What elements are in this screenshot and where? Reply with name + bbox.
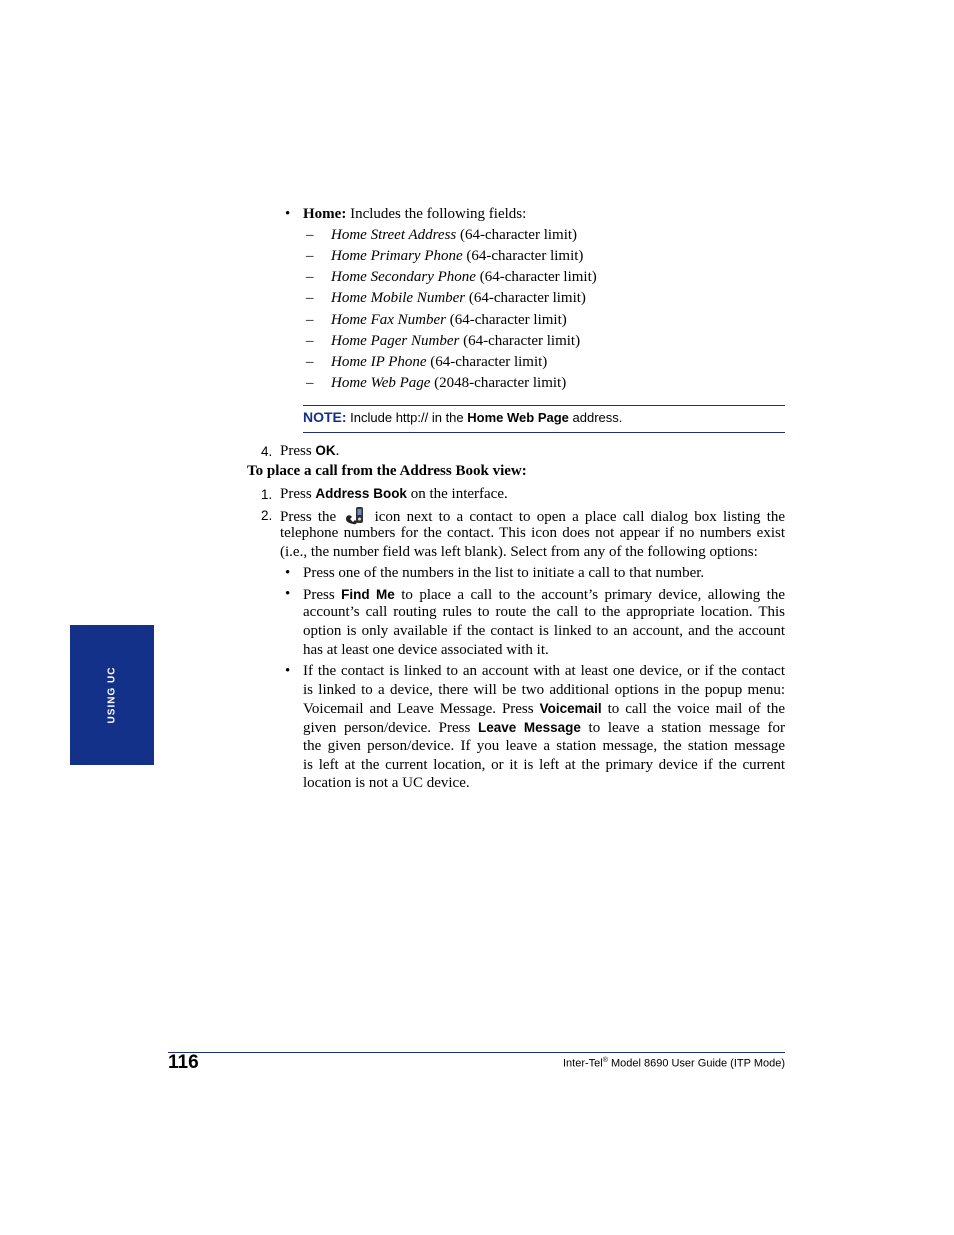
note-top-rule	[303, 405, 785, 406]
option-3-line: location is not a UC device.	[303, 775, 470, 791]
option-2-line: Press Find Me to place a call to the account’s primary device, allowing the	[303, 587, 786, 603]
footer-rule	[168, 1052, 785, 1053]
list-item: Home IP Phone (64-character limit)	[331, 354, 548, 370]
option-3-line: If the contact is linked to an account with at least one device, or if the contact	[303, 663, 785, 679]
home-label: Home:	[303, 206, 347, 222]
side-tab	[70, 625, 154, 765]
option-2-line: account’s call routing rules to route the call to the appropriate location. This	[303, 604, 785, 620]
home-intro: Home: Includes the following fields:	[303, 206, 527, 222]
step-4: Press OK.	[280, 443, 340, 459]
step-1: Press Address Book on the interface.	[280, 486, 508, 502]
step-2-line: (i.e., the number field was left blank). Select from any of the following options:	[280, 544, 758, 560]
option-1: Press one of the numbers in the list to initiate a call to that number.	[303, 565, 705, 581]
note-label: NOTE:	[303, 409, 347, 425]
step-2-line: telephone numbers for the contact. This icon does not appear if no numbers exist	[280, 525, 785, 541]
note-bottom-rule	[303, 432, 785, 433]
list-item: Home Street Address (64-character limit)	[331, 227, 578, 243]
list-item: Home Pager Number (64-character limit)	[331, 333, 581, 349]
option-3-line: given person/device. Press Leave Message to leave a station message for	[303, 720, 785, 736]
step-2-line: Press the icon next to a contact to open a place call dialog box listing the	[280, 505, 785, 527]
option-3-line: is left at the current location, or it is left at the primary device if the current	[303, 757, 785, 773]
list-item: Home Web Page (2048-character limit)	[331, 375, 567, 391]
page-number: 116	[168, 1052, 199, 1073]
side-tab-label: USING UC	[106, 666, 118, 724]
bullet-home: •	[285, 206, 291, 222]
step-number: 1.	[261, 487, 273, 502]
option-2-line: option is only available if the contact is linked to an account, and the account	[303, 623, 785, 639]
option-3-line: Voicemail and Leave Message. Press Voicemail to call the voice mail of the	[303, 701, 785, 717]
option-3-line: is linked to a device, there will be two additional options in the popup menu:	[303, 682, 785, 698]
step-number: 2.	[261, 508, 273, 523]
list-item: Home Mobile Number (64-character limit)	[331, 290, 586, 306]
footer-title: Inter-Tel® Model 8690 User Guide (ITP Mode)	[562, 1057, 785, 1070]
list-item: Home Secondary Phone (64-character limit)	[331, 269, 597, 285]
option-3-line: the given person/device. If you leave a station message, the station message	[303, 738, 785, 754]
note: NOTE: Include http:// in the Home Web Page address.	[303, 409, 623, 425]
section-heading: To place a call from the Address Book view:	[247, 463, 527, 479]
option-2-line: has at least one device associated with it.	[303, 642, 549, 658]
step-number: 4.	[261, 444, 273, 459]
address-book-call-icon	[344, 505, 366, 525]
list-item: Home Fax Number (64-character limit)	[331, 312, 567, 328]
list-item: Home Primary Phone (64-character limit)	[331, 248, 584, 264]
